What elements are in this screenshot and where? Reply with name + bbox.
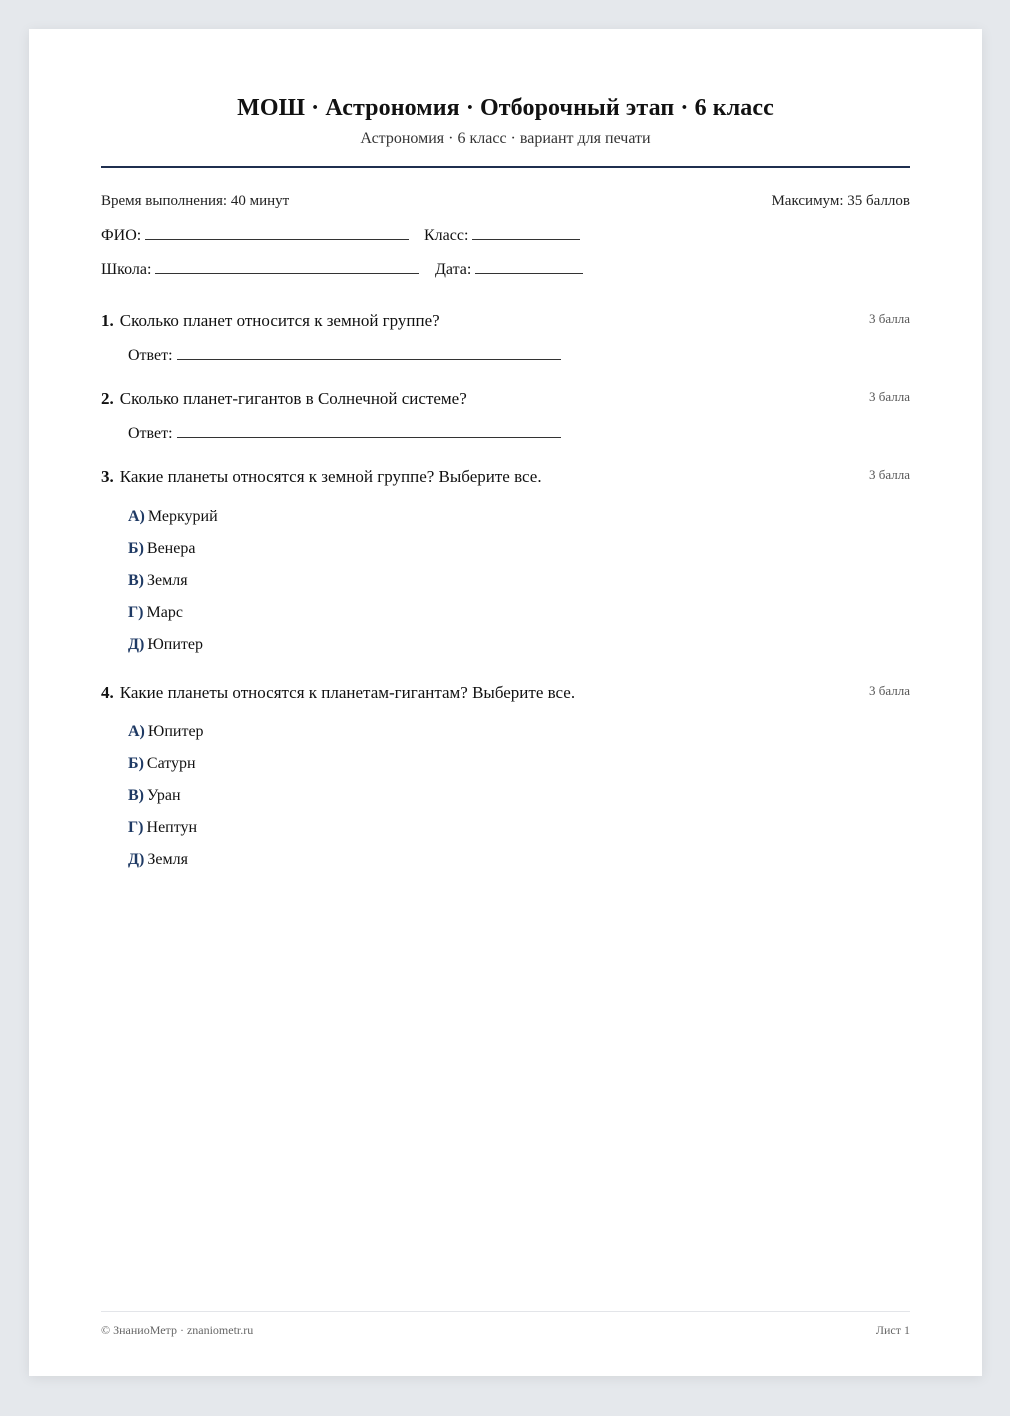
option-letter: А) [128,723,145,740]
option-text: Марс [146,604,183,621]
answer-field[interactable] [128,423,561,443]
option-d[interactable] [128,635,218,667]
question-text: Какие планеты относятся к планетам-гигантам? Выберите все. [119,683,576,702]
max-score: Максимум: 35 баллов [771,193,910,209]
question-number: 4. [101,683,114,702]
footer-page-number: Лист 1 [875,1323,910,1337]
option-g[interactable] [128,603,218,635]
option-text: Меркурий [147,508,218,525]
answer-blank[interactable] [177,345,561,360]
option-letter: В) [128,787,144,804]
answer-label: Ответ: [128,425,173,442]
option-letter: Д) [128,636,145,653]
test-sheet [29,29,982,1376]
date-label: Дата: [435,261,472,278]
date-field[interactable] [435,259,583,279]
question-1 [101,311,910,364]
question-points: 3 балла [869,311,910,326]
option-letter: В) [128,572,144,589]
option-letter: Г) [128,604,144,621]
class-blank[interactable] [472,225,580,240]
option-b[interactable] [128,539,218,571]
school-blank[interactable] [155,259,419,274]
class-field[interactable] [424,225,580,245]
answer-label: Ответ: [128,347,173,364]
option-letter: Д) [128,851,145,868]
option-b[interactable] [128,754,204,786]
option-text: Юпитер [147,636,204,653]
page-subtitle: Астрономия · 6 класс · вариант для печати [360,130,651,147]
page-title: МОШ · Астрономия · Отборочный этап · 6 класс [237,95,774,121]
question-number: 3. [101,467,114,486]
question-4 [101,683,910,868]
question-text: Какие планеты относятся к земной группе? Выберите все. [119,467,542,486]
question-header [101,311,910,335]
class-label: Класс: [424,227,469,244]
question-points: 3 балла [869,467,910,482]
footer-copyright: © ЗнаниоМетр · znaniometr.ru [101,1323,254,1337]
question-2 [101,389,910,442]
option-a[interactable] [128,722,204,754]
option-text: Сатурн [146,755,196,772]
question-header [101,683,910,707]
options-list [128,507,218,667]
option-text: Нептун [146,819,198,836]
sheet-content [101,29,910,1376]
school-label: Школа: [101,261,152,278]
question-points: 3 балла [869,683,910,698]
question-header [101,467,910,491]
option-text: Венера [146,540,196,557]
fio-label: ФИО: [101,227,142,244]
question-number: 1. [101,311,114,330]
option-text: Земля [147,851,188,868]
option-text: Юпитер [147,723,204,740]
options-list [128,722,204,882]
question-text: Сколько планет-гигантов в Солнечной системе? [119,389,467,408]
option-letter: А) [128,508,145,525]
question-points: 3 балла [869,389,910,404]
school-field[interactable] [101,259,419,279]
option-letter: Б) [128,755,144,772]
option-a[interactable] [128,507,218,539]
question-3 [101,467,910,653]
option-text: Земля [147,572,188,589]
option-d[interactable] [128,850,204,882]
footer-divider [101,1311,910,1312]
date-blank[interactable] [475,259,583,274]
time-limit: Время выполнения: 40 минут [101,193,290,209]
question-text: Сколько планет относится к земной группе? [119,311,440,330]
option-v[interactable] [128,786,204,818]
fio-blank[interactable] [145,225,409,240]
header-divider [101,166,910,168]
fio-field[interactable] [101,225,409,245]
answer-blank[interactable] [177,423,561,438]
option-g[interactable] [128,818,204,850]
option-v[interactable] [128,571,218,603]
option-text: Уран [147,787,181,804]
question-header [101,389,910,413]
option-letter: Г) [128,819,144,836]
question-number: 2. [101,389,114,408]
answer-field[interactable] [128,345,561,365]
option-letter: Б) [128,540,144,557]
